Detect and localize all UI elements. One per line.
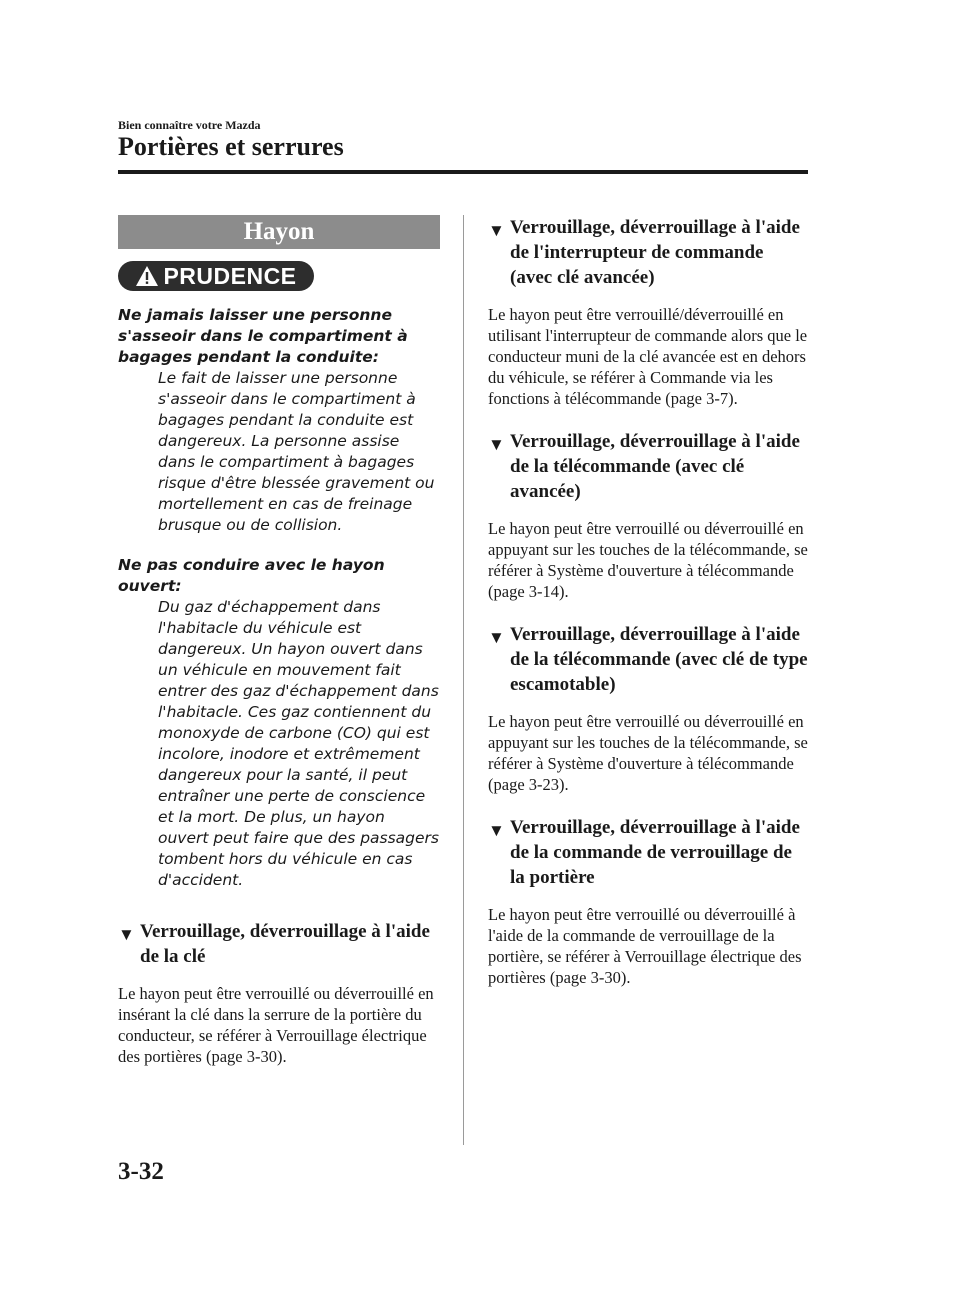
warning-heading: Ne jamais laisser une personne s'asseoir dans le compartiment à bagages pendant la conduite: bbox=[118, 306, 408, 366]
subsection-body: Le hayon peut être verrouillé ou déverrouillé en appuyant sur les touches de la télécommande, se référer à Système d'ouverture à télécommande (page 3-14). bbox=[488, 519, 808, 601]
right-column bbox=[488, 215, 810, 1008]
triangle-bullet-icon: ▼ bbox=[488, 221, 505, 240]
triangle-bullet-icon: ▼ bbox=[488, 435, 505, 454]
subsection-heading-text: Verrouillage, déverrouillage à l'aide de la clé bbox=[140, 921, 430, 967]
warning-triangle-icon bbox=[135, 265, 159, 287]
warning-heading: Ne pas conduire avec le hayon ouvert: bbox=[118, 556, 385, 595]
header-divider bbox=[118, 170, 808, 174]
section-title: Hayon bbox=[118, 215, 440, 249]
caution-badge bbox=[118, 261, 314, 291]
subsection bbox=[488, 815, 810, 988]
subsection-body: Le hayon peut être verrouillé/déverrouillé en utilisant l'interrupteur de commande alors que le conducteur muni de la clé avancée est en dehors du véhicule, se référer à Commande via les fonctions à télécommande (page 3-7). bbox=[488, 305, 808, 408]
subsection-heading-text: Verrouillage, déverrouillage à l'aide de la télécommande (avec clé avancée) bbox=[510, 431, 800, 502]
warning-body: Le fait de laisser une personne s'asseoir dans le compartiment à bagages pendant la conduite est dangereux. La personne assise dans le compartiment à bagages risque d'être blessée gravement ou mortellement en cas de freinage brusque ou de collision. bbox=[158, 369, 435, 534]
subsection-body: Le hayon peut être verrouillé ou déverrouillé en appuyant sur les touches de la télécommande, se référer à Système d'ouverture à télécommande (page 3-23). bbox=[488, 712, 808, 794]
subsection-heading bbox=[488, 622, 810, 697]
triangle-bullet-icon: ▼ bbox=[488, 821, 505, 840]
subsection-heading-text: Verrouillage, déverrouillage à l'aide de la télécommande (avec clé de type escamotable) bbox=[510, 624, 808, 695]
subsection-heading bbox=[488, 215, 810, 290]
column-divider bbox=[463, 215, 464, 1145]
subsection bbox=[488, 429, 810, 602]
left-column bbox=[118, 215, 440, 1067]
subsection bbox=[488, 622, 810, 795]
triangle-bullet-icon: ▼ bbox=[488, 628, 505, 647]
page-title: Portières et serrures bbox=[118, 132, 344, 161]
subsection-heading bbox=[118, 919, 440, 969]
subsection-body: Le hayon peut être verrouillé ou déverrouillé en insérant la clé dans la serrure de la portière du conducteur, se référer à Verrouillage électrique des portières (page 3-30). bbox=[118, 984, 434, 1066]
caution-label: PRUDENCE bbox=[163, 262, 297, 289]
subsection-body: Le hayon peut être verrouillé ou déverrouillé à l'aide de la commande de verrouillage de la portière, se référer à Verrouillage électrique des portières (page 3-30). bbox=[488, 905, 802, 987]
subsection bbox=[488, 215, 810, 409]
subsection-heading bbox=[488, 429, 810, 504]
subsection-heading bbox=[488, 815, 810, 890]
warning-block bbox=[118, 555, 440, 891]
triangle-bullet-icon: ▼ bbox=[118, 925, 135, 944]
subsection-heading-text: Verrouillage, déverrouillage à l'aide de la commande de verrouillage de la portière bbox=[510, 817, 800, 888]
page-number: 3-32 bbox=[118, 1158, 164, 1185]
chapter-label: Bien connaître votre Mazda bbox=[118, 118, 261, 132]
subsection-heading-text: Verrouillage, déverrouillage à l'aide de l'interrupteur de commande (avec clé avancée) bbox=[510, 217, 800, 288]
warning-block bbox=[118, 305, 440, 536]
warning-body: Du gaz d'échappement dans l'habitacle du véhicule est dangereux. Un hayon ouvert dans un véhicule en mouvement fait entrer des gaz d'échappement dans l'habitacle. Ces gaz contiennent du monoxyde de carbone (CO) qui est incolore, inodore et extrêmement dangereux pour la santé, il peut entraîner une perte de conscience et la mort. De plus, un hayon ouvert peut faire que des passagers tombent hors du véhicule en cas d'accident. bbox=[158, 598, 440, 889]
